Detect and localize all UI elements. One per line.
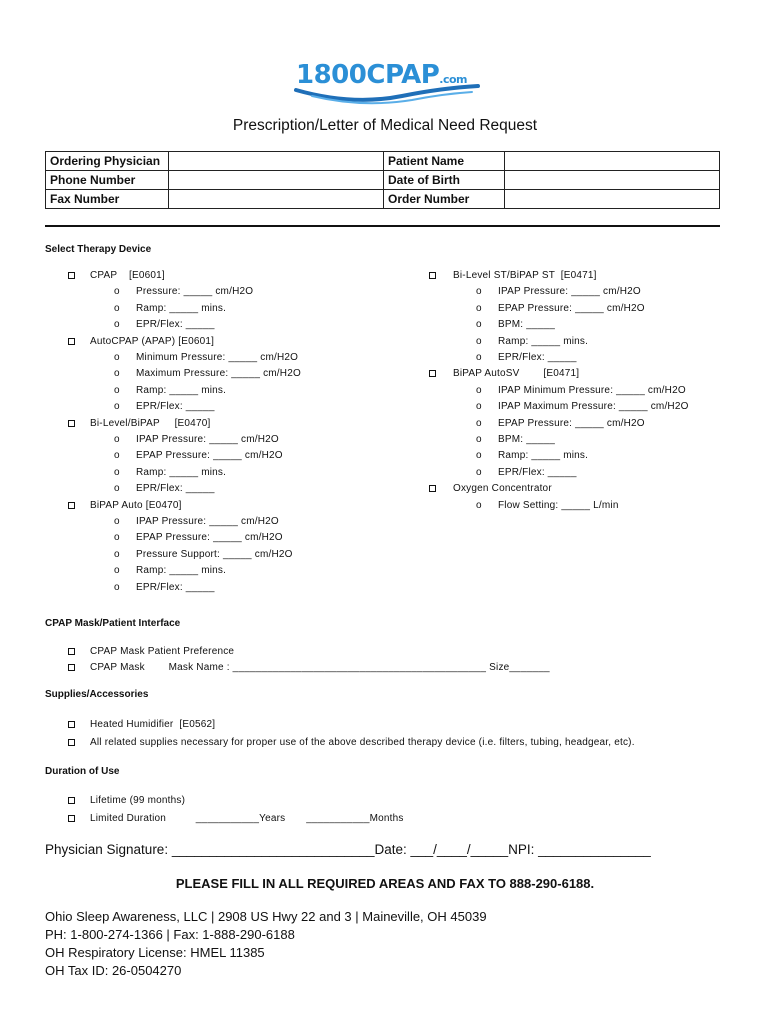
logo-swoosh-icon (292, 80, 482, 108)
setting-field-label: IPAP Maximum Pressure: _____ cm/H2O (498, 401, 689, 413)
device-option-label: Bi-Level/BiPAP [E0470] (90, 417, 211, 429)
setting-bullet: o (114, 516, 120, 527)
device-option-label: AutoCPAP (APAP) [E0601] (90, 335, 215, 347)
setting-bullet: o (476, 286, 482, 298)
setting-field-label: EPAP Pressure: _____ cm/H2O (136, 532, 283, 544)
physician-signature-line[interactable]: Physician Signature: ___________________________Date: ___/____/_____NPI: _______________ (45, 842, 651, 857)
setting-field-label: IPAP Pressure: _____ cm/H2O (136, 434, 279, 445)
duration-section-heading: Duration of Use (45, 766, 120, 777)
setting-bullet: o (114, 319, 120, 331)
setting-bullet: o (114, 450, 120, 462)
device-option-label: BiPAP Auto [E0470] (90, 499, 182, 511)
setting-field-label: Minimum Pressure: _____ cm/H2O (136, 352, 299, 363)
setting-bullet: o (114, 581, 120, 593)
mask-section-heading: CPAP Mask/Patient Interface (45, 618, 181, 629)
address-line-3: OH Respiratory License: HMEL 11385 (45, 945, 265, 960)
mask-option-checkbox[interactable] (68, 664, 75, 671)
setting-bullet: o (476, 319, 482, 331)
device-checkbox[interactable] (68, 338, 75, 345)
setting-bullet: o (476, 384, 482, 396)
setting-bullet: o (114, 466, 120, 478)
phone-number-field[interactable] (169, 171, 384, 190)
mask-option-label: CPAP Mask Mask Name : ____________________________________________ Size_______ (90, 662, 550, 673)
duration-option-checkbox[interactable] (68, 815, 75, 822)
setting-bullet: o (476, 450, 482, 462)
setting-bullet: o (476, 401, 482, 413)
setting-field-label: IPAP Pressure: _____ cm/H2O (498, 286, 641, 298)
supply-option-checkbox[interactable] (68, 721, 75, 728)
device-checkbox[interactable] (429, 485, 436, 492)
duration-option-label: Limited Duration ___________Years ___________Months (90, 813, 404, 824)
info-table (45, 151, 720, 209)
supply-option-label: All related supplies necessary for proper use of the above described therapy device (i.e. filters, tubing, headgear, etc). (90, 737, 635, 748)
mask-option-checkbox[interactable] (68, 648, 75, 655)
device-option-label: BiPAP AutoSV [E0471] (453, 368, 580, 380)
device-checkbox[interactable] (68, 272, 75, 279)
date-of-birth-label: Date of Birth (384, 171, 505, 190)
setting-bullet: o (114, 565, 120, 577)
setting-bullet: o (114, 532, 120, 544)
logo-wordmark: 1800CPAP.com (296, 60, 468, 90)
setting-bullet: o (114, 548, 120, 560)
setting-field-label: Ramp: _____ mins. (498, 335, 589, 347)
device-checkbox[interactable] (68, 502, 75, 509)
fax-instruction: PLEASE FILL IN ALL REQUIRED AREAS AND FAX TO 888-290-6188. (175, 876, 595, 891)
setting-bullet: o (476, 417, 482, 429)
supply-option-checkbox[interactable] (68, 739, 75, 746)
phone-number-label: Phone Number (46, 171, 169, 190)
setting-field-label: BPM: _____ (498, 319, 556, 331)
setting-bullet: o (114, 302, 120, 314)
fax-number-label: Fax Number (46, 190, 169, 209)
company-logo (292, 58, 482, 108)
setting-bullet: o (114, 286, 120, 298)
fax-number-field[interactable] (169, 190, 384, 209)
setting-field-label: EPR/Flex: _____ (136, 483, 215, 495)
setting-field-label: EPR/Flex: _____ (136, 319, 215, 331)
setting-field-label: EPR/Flex: _____ (136, 401, 215, 413)
date-of-birth-field[interactable] (505, 171, 720, 190)
setting-field-label: EPR/Flex: _____ (498, 466, 577, 478)
therapy-section-heading: Select Therapy Device (45, 244, 152, 255)
setting-field-label: Ramp: _____ mins. (136, 302, 227, 314)
setting-field-label: EPAP Pressure: _____ cm/H2O (498, 417, 645, 429)
device-option-label: CPAP [E0601] (90, 270, 165, 281)
address-line-4: OH Tax ID: 26-0504270 (45, 963, 182, 978)
setting-field-label: Pressure: _____ cm/H2O (136, 286, 254, 298)
device-checkbox[interactable] (429, 272, 436, 279)
setting-bullet: o (476, 466, 482, 478)
setting-bullet: o (114, 384, 120, 396)
setting-field-label: Pressure Support: _____ cm/H2O (136, 548, 293, 560)
device-checkbox[interactable] (429, 370, 436, 377)
setting-field-label: Ramp: _____ mins. (498, 450, 589, 462)
setting-field-label: IPAP Pressure: _____ cm/H2O (136, 516, 279, 527)
setting-bullet: o (476, 434, 482, 445)
setting-field-label: Ramp: _____ mins. (136, 384, 227, 396)
setting-field-label: EPR/Flex: _____ (498, 352, 577, 363)
address-line-2: PH: 1-800-274-1366 | Fax: 1-888-290-6188 (45, 927, 295, 942)
setting-field-label: Maximum Pressure: _____ cm/H2O (136, 368, 301, 380)
ordering-physician-label: Ordering Physician (46, 152, 169, 171)
setting-field-label: Flow Setting: _____ L/min (498, 499, 619, 511)
setting-bullet: o (114, 434, 120, 445)
section-divider (45, 225, 720, 227)
setting-field-label: EPR/Flex: _____ (136, 581, 215, 593)
setting-bullet: o (476, 352, 482, 363)
patient-name-field[interactable] (505, 152, 720, 171)
setting-field-label: Ramp: _____ mins. (136, 565, 227, 577)
setting-bullet: o (476, 499, 482, 511)
patient-name-label: Patient Name (384, 152, 505, 171)
supply-option-label: Heated Humidifier [E0562] (90, 719, 216, 730)
setting-bullet: o (476, 302, 482, 314)
setting-bullet: o (114, 352, 120, 363)
form-title: Prescription/Letter of Medical Need Request (232, 117, 538, 134)
setting-field-label: EPAP Pressure: _____ cm/H2O (136, 450, 283, 462)
setting-field-label: EPAP Pressure: _____ cm/H2O (498, 302, 645, 314)
address-line-1: Ohio Sleep Awareness, LLC | 2908 US Hwy 22 and 3 | Maineville, OH 45039 (45, 909, 487, 924)
setting-field-label: BPM: _____ (498, 434, 556, 445)
device-option-label: Oxygen Concentrator (453, 483, 552, 495)
order-number-field[interactable] (505, 190, 720, 209)
setting-bullet: o (114, 368, 120, 380)
setting-field-label: Ramp: _____ mins. (136, 466, 227, 478)
setting-bullet: o (114, 483, 120, 495)
duration-option-checkbox[interactable] (68, 797, 75, 804)
setting-bullet: o (114, 401, 120, 413)
setting-field-label: IPAP Minimum Pressure: _____ cm/H2O (498, 384, 686, 396)
ordering-physician-field[interactable] (169, 152, 384, 171)
device-checkbox[interactable] (68, 420, 75, 427)
device-option-label: Bi-Level ST/BiPAP ST [E0471] (453, 270, 597, 281)
mask-option-label: CPAP Mask Patient Preference (90, 646, 235, 657)
supplies-section-heading: Supplies/Accessories (45, 689, 149, 700)
setting-bullet: o (476, 335, 482, 347)
duration-option-label: Lifetime (99 months) (90, 795, 186, 806)
order-number-label: Order Number (384, 190, 505, 209)
